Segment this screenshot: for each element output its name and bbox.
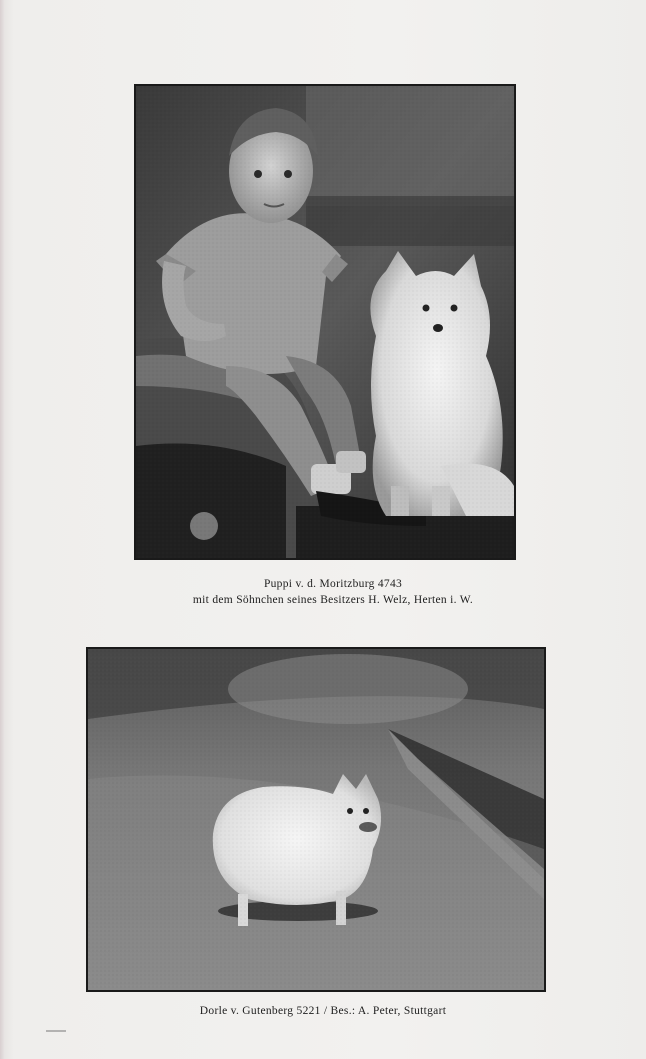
photo-child-with-spitz bbox=[134, 84, 516, 560]
figure-caption-title: Puppi v. d. Moritzburg 4743 bbox=[263, 578, 403, 590]
figure-caption-subtitle: mit dem Söhnchen seines Besitzers H. Welz, Herten i. W. bbox=[192, 594, 474, 606]
photo-spitz-on-floor-image bbox=[88, 649, 544, 990]
photo-child-with-spitz-image bbox=[136, 86, 514, 558]
print-speck bbox=[46, 1030, 66, 1032]
page-binding-edge bbox=[0, 0, 5, 1059]
photo-spitz-on-floor bbox=[86, 647, 546, 992]
figure-caption: Dorle v. Gutenberg 5221 / Bes.: A. Peter, Stuttgart bbox=[199, 1005, 447, 1017]
